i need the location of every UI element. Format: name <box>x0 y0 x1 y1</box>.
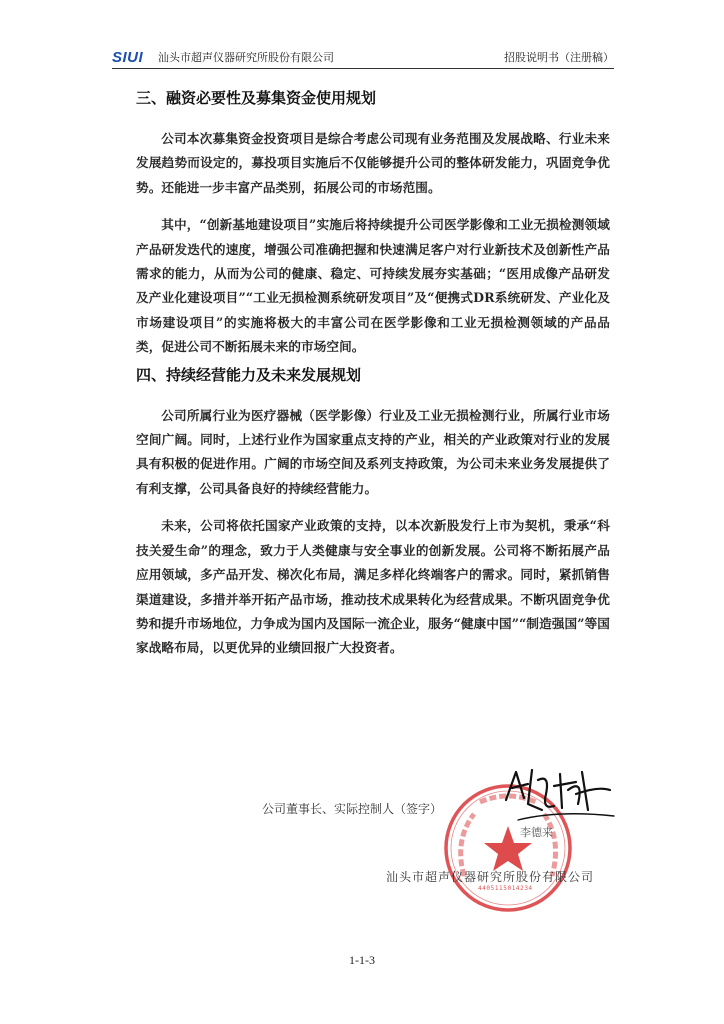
document-body <box>136 80 610 661</box>
section-4-paragraph-2: 未来，公司将依托国家产业政策的支持，以本次新股发行上市为契机，秉承“科技关爱生命”的理念，致力于人类健康与安全事业的创新发展。公司将不断拓展产品应用领域，多产品开发、梯次化布局，满足多样化终端客户的需求。同时，紧抓销售渠道建设，多措并举开拓产品市场，推动技术成果转化为经营成果。不断巩固竞争优势和提升市场地位，力争成为国内及国际一流企业，服务“健康中国”“制造强国”等国家战略布局，以更优异的业绩回报广大投资者。 <box>136 518 610 656</box>
signer-printed-name: 李德来 <box>520 826 553 839</box>
svg-text:4405115014234: 4405115014234 <box>478 885 533 892</box>
section-3-heading: 三、融资必要性及募集资金使用规划 <box>136 89 377 107</box>
section-4-heading: 四、持续经营能力及未来发展规划 <box>136 365 362 384</box>
page-number: 1-1-3 <box>349 953 375 967</box>
section-3-paragraph-2: 其中，“创新基地建设项目”实施后将持续提升公司医学影像和工业无损检测领域产品研发迭代的速度，增强公司准确把握和快速满足客户对行业新技术及创新性产品需求的能力，从而为公司的健康、稳定、可持续发展夯实基础；“医用成像产品研发及产业化建设项目”“工业无损检测系统研发项目”及“便携式DR系统研发、产业化及市场建设项目”的实施将极大的丰富公司在医学影像和工业无损检测领域的产品品类，促进公司不断拓展未来的市场空间。 <box>136 217 610 355</box>
handwritten-signature <box>498 760 618 830</box>
signing-company-name: 汕头市超声仪器研究所股份有限公司 <box>386 870 595 884</box>
company-logo: SIUI <box>112 49 144 66</box>
section-3-paragraph-1: 公司本次募集资金投资项目是综合考虑公司现有业务范围及发展战略、行业未来发展趋势而设定的，募投项目实施后不仅能够提升公司的整体研发能力，巩固竞争优势。还能进一步丰富产品类别，拓展公司的市场范围。 <box>136 131 610 195</box>
section-4-paragraph-1: 公司所属行业为医疗器械（医学影像）行业及工业无损检测行业，所属行业市场空间广阔。同时，上述行业作为国家重点支持的产业，相关的产业政策对行业的发展具有积极的促进作用。广阔的市场空间及系列支持政策，为公司未来业务发展提供了有利支撑，公司具备良好的持续经营能力。 <box>136 407 610 496</box>
header-company-name: 汕头市超声仪器研究所股份有限公司 <box>158 51 334 64</box>
header-document-type: 招股说明书（注册稿） <box>504 51 614 64</box>
header-divider <box>112 68 614 69</box>
page-header <box>112 49 614 67</box>
signature-label: 公司董事长、实际控制人（签字） <box>262 802 443 816</box>
